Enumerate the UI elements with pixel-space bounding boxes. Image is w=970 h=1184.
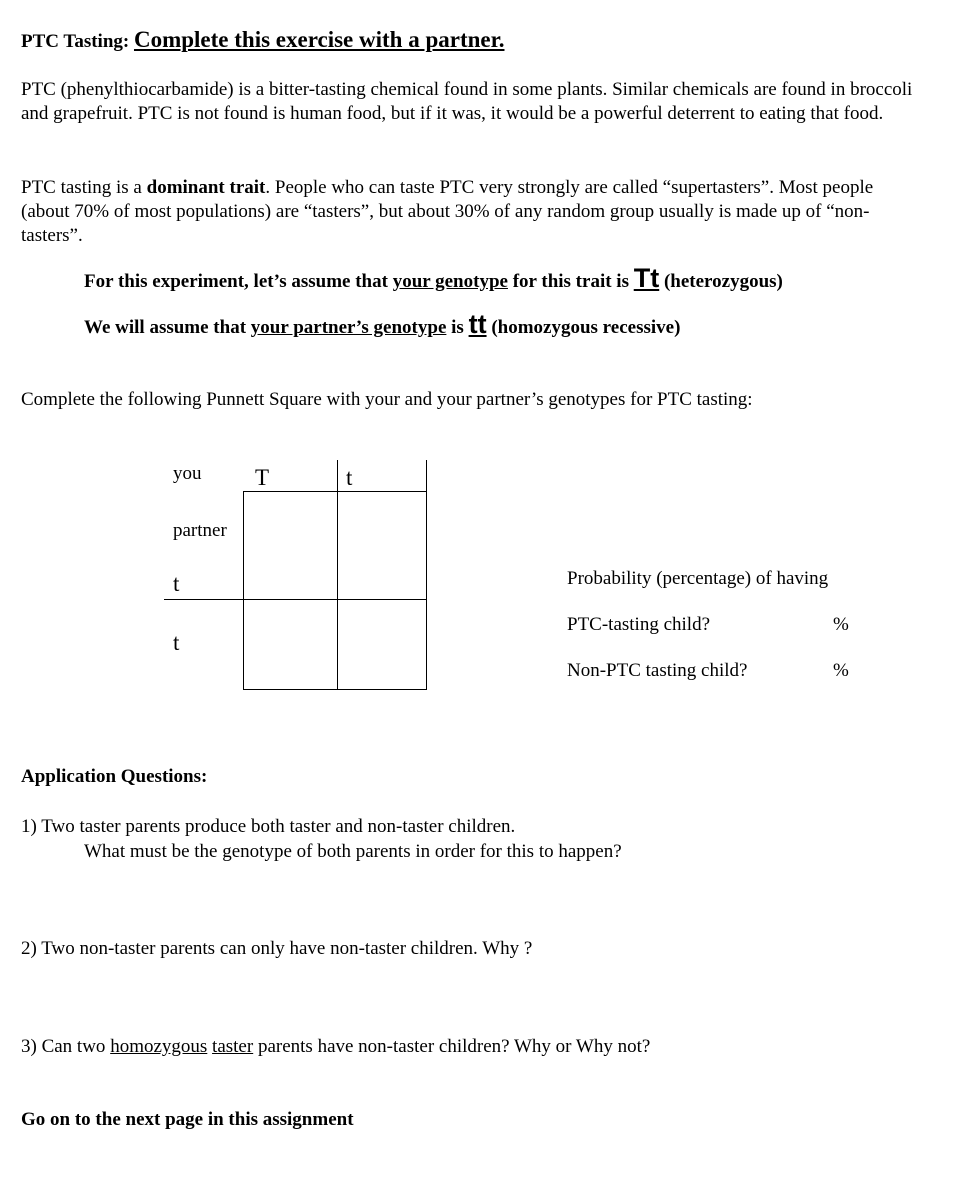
partner-label: partner: [173, 520, 227, 541]
you-label: you: [173, 463, 202, 484]
row-allele-2: t: [173, 630, 180, 655]
q3-taster: taster: [212, 1036, 254, 1057]
punnett-cell-2[interactable]: [338, 492, 426, 599]
punnett-cell-1[interactable]: [244, 492, 337, 599]
question-1-line-1: 1) Two taster parents produce both taster and non-taster children.: [21, 816, 516, 837]
punnett-cell-3[interactable]: [244, 600, 337, 689]
p2-before: PTC tasting is a: [21, 177, 147, 198]
partner-genotype-value: tt: [468, 309, 487, 339]
row-allele-1: t: [173, 571, 180, 596]
title-main: Complete this exercise with a partner.: [133, 27, 505, 52]
intro-paragraph-1: PTC (phenylthiocarbamide) is a bitter-tasting chemical found in some plants. Similar chemicals are found in broccoli and grapefruit. PTC is not found is human food, but if it was, it would be a powerful deterrent to eating that food.: [21, 79, 913, 124]
q3-homozygous: homozygous: [110, 1036, 208, 1057]
title-lead: PTC Tasting:: [21, 31, 130, 52]
probability-question-nontasting: Non-PTC tasting child?: [567, 660, 748, 681]
g2-pre: We will assume that: [84, 317, 251, 338]
g1-post: (heterozygous): [659, 271, 783, 292]
application-heading: Application Questions:: [21, 766, 208, 787]
question-2: 2) Two non-taster parents can only have non-taster children. Why ?: [21, 938, 533, 959]
grid-line: [426, 460, 427, 690]
next-page-note: Go on to the next page in this assignment: [21, 1109, 354, 1130]
g2-mid: is: [446, 317, 469, 338]
question-3: [21, 1035, 650, 1059]
your-genotype-value: Tt: [633, 263, 660, 293]
q3-post: parents have non-taster children? Why or Why not?: [253, 1036, 651, 1057]
punnett-cell-4[interactable]: [338, 600, 426, 689]
partner-genotype-line: [84, 309, 681, 340]
page-title: [21, 28, 504, 54]
intro-paragraph-2: [21, 176, 921, 248]
grid-line: [243, 689, 427, 690]
punnett-instruction: Complete the following Punnett Square with your and your partner’s genotypes for PTC tasting:: [21, 389, 753, 410]
col-allele-1: T: [255, 465, 270, 490]
g2-post: (homozygous recessive): [486, 317, 681, 338]
g1-mid: for this trait is: [507, 271, 634, 292]
g2-underlined: your partner’s genotype: [250, 317, 447, 338]
col-allele-2: t: [346, 465, 353, 490]
question-1-line-2: What must be the genotype of both parents in order for this to happen?: [84, 841, 622, 862]
percent-answer-nontasting[interactable]: %: [833, 660, 849, 681]
g1-underlined: your genotype: [392, 271, 508, 292]
p2-after: . People who can taste PTC very strongly are called “supertasters”. Most people (about 70% of most populations) are “tasters”, but about 30% of any random group usually is made up of “non-tasters”.: [21, 177, 874, 246]
your-genotype-line: [84, 263, 783, 294]
probability-heading: Probability (percentage) of having: [567, 568, 829, 589]
q3-pre: 3) Can two: [21, 1036, 111, 1057]
g1-pre: For this experiment, let’s assume that: [84, 271, 393, 292]
percent-answer-tasting[interactable]: %: [833, 614, 849, 635]
probability-question-tasting: PTC-tasting child?: [567, 614, 711, 635]
p2-bold: dominant trait: [146, 177, 266, 198]
